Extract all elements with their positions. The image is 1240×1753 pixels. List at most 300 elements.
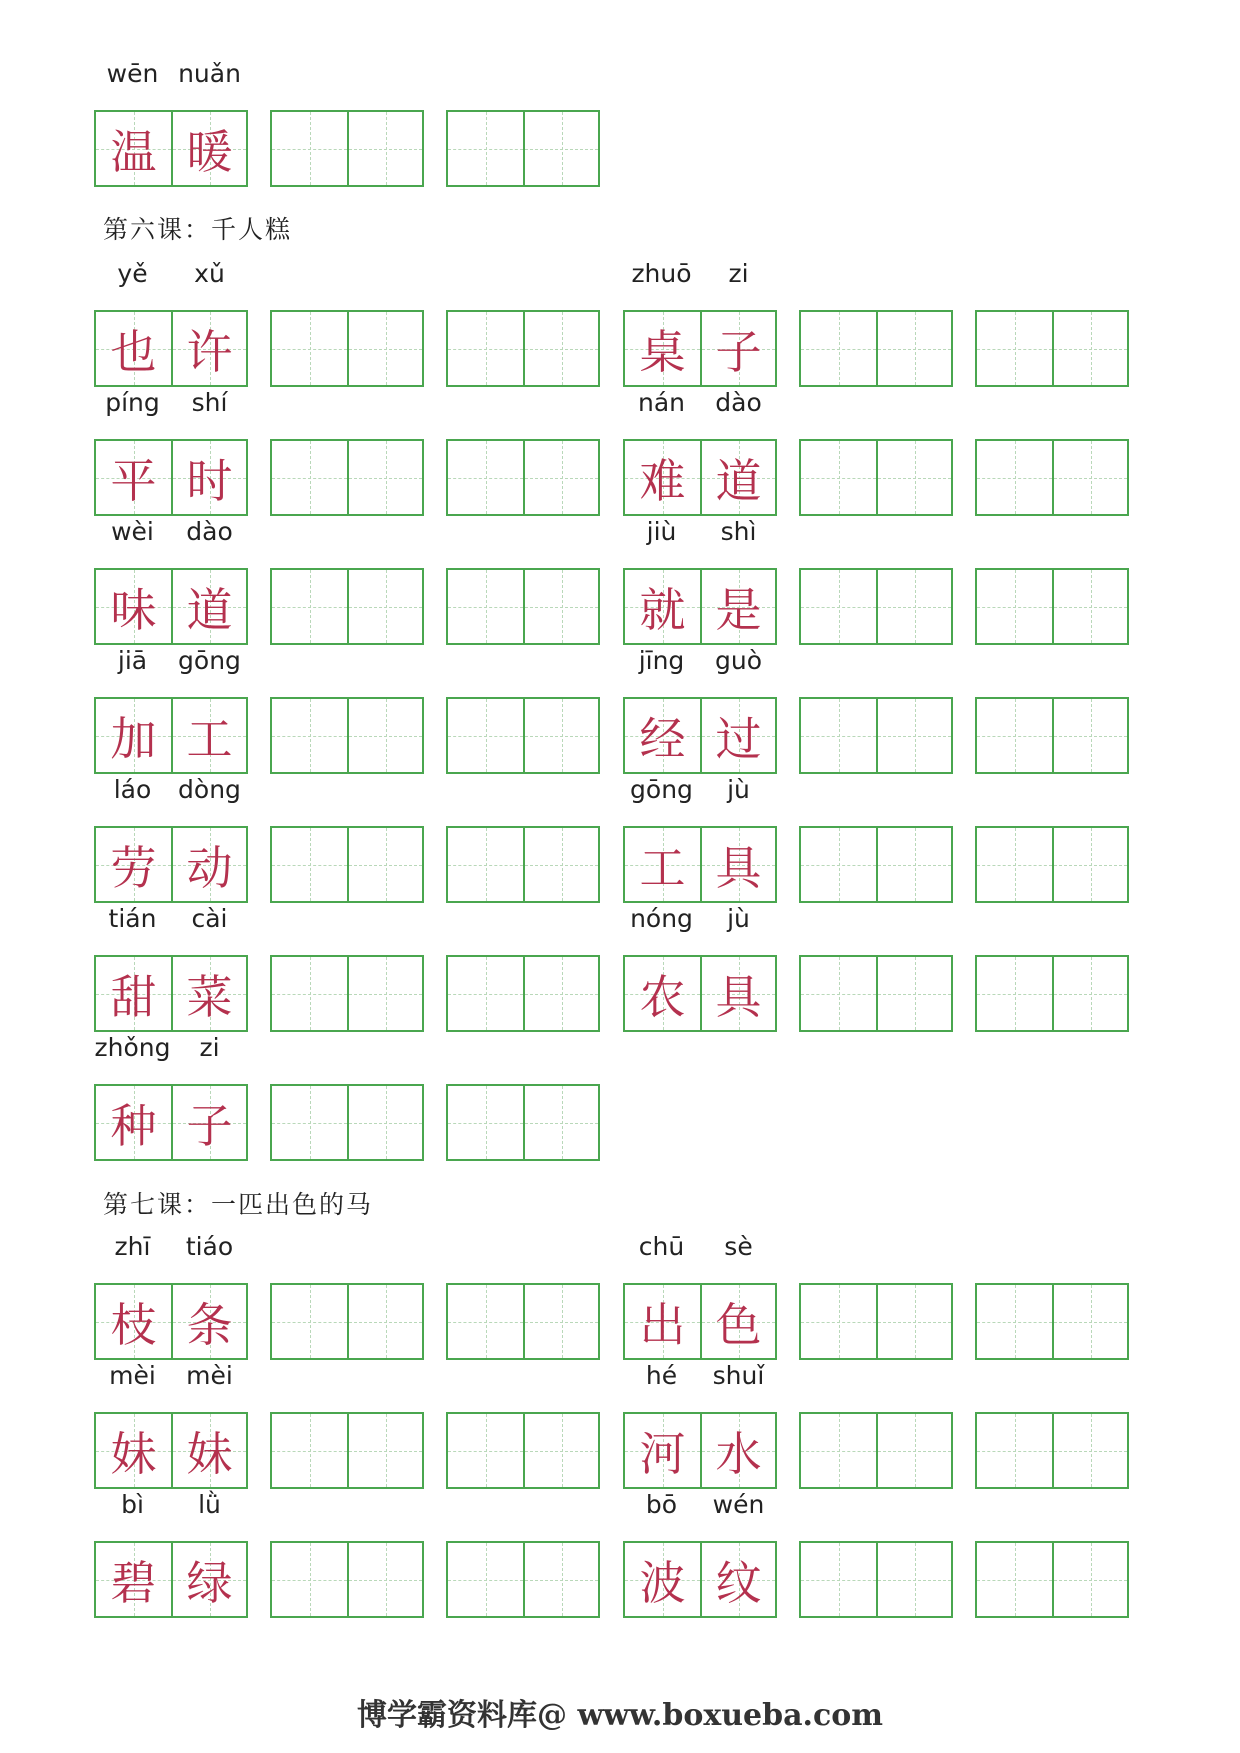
hanzi-character: 工 [186,711,233,766]
practice-grid[interactable] [270,1541,424,1618]
practice-cell[interactable] [523,1543,598,1616]
word-entry [623,1228,1153,1359]
practice-cell[interactable] [272,441,347,514]
practice-grid[interactable] [446,826,600,903]
lesson-title-6: 第六课：千人糕 [103,215,293,244]
character-cell [625,699,700,772]
pinyin-syllable: wén [712,1490,765,1519]
word-entry [623,1357,1153,1488]
character-cell [700,441,775,514]
pinyin-syllable: tiáo [185,1232,234,1261]
practice-cell[interactable] [347,1285,422,1358]
practice-cell[interactable] [876,1414,951,1487]
practice-cell[interactable] [876,1543,951,1616]
practice-cell[interactable] [1052,1285,1127,1358]
hanzi-character: 平 [110,453,157,508]
practice-cell[interactable] [876,957,951,1030]
practice-cell[interactable] [801,312,876,385]
word-entry [94,1357,624,1488]
character-cell [171,957,246,1030]
practice-cell[interactable] [272,1414,347,1487]
character-cell [700,570,775,643]
pinyin-row [94,1357,248,1393]
practice-cell[interactable] [347,1086,422,1159]
pinyin-syllable: xǔ [194,259,225,288]
character-grid [623,439,777,516]
word-entry [623,384,1153,515]
practice-cell[interactable] [876,1285,951,1358]
word-entry [94,1486,624,1617]
practice-cell[interactable] [347,828,422,901]
pinyin-row [623,513,777,549]
practice-grid[interactable] [799,310,953,387]
practice-cell[interactable] [523,570,598,643]
pinyin-syllable: jù [727,775,750,804]
pinyin-syllable: píng [105,388,160,417]
pinyin-syllable: mèi [109,1361,156,1390]
hanzi-character: 加 [110,711,157,766]
character-grid [94,568,248,645]
character-cell [700,1285,775,1358]
practice-grid[interactable] [270,1084,424,1161]
practice-cell[interactable] [977,312,1052,385]
hanzi-character: 时 [186,453,233,508]
practice-cell[interactable] [272,1543,347,1616]
pinyin-syllable: yě [117,259,148,288]
pinyin-row [94,255,248,291]
practice-cell[interactable] [977,441,1052,514]
character-cell [96,441,171,514]
pinyin-syllable: lǜ [198,1490,221,1519]
character-cell [96,1285,171,1358]
character-grid [94,310,248,387]
pinyin-syllable: wēn [106,59,159,88]
practice-cell[interactable] [801,441,876,514]
pinyin-row [623,771,777,807]
practice-cell[interactable] [1052,699,1127,772]
hanzi-character: 桌 [639,324,686,379]
hanzi-character: 也 [110,324,157,379]
character-cell [625,957,700,1030]
hanzi-character: 妹 [110,1426,157,1481]
character-cell [96,570,171,643]
practice-grid[interactable] [799,955,953,1032]
practice-cell[interactable] [448,1543,523,1616]
hanzi-character: 妹 [186,1426,233,1481]
lesson-title-7: 第七课：一匹出色的马 [103,1190,374,1219]
practice-grid[interactable] [270,439,424,516]
practice-grid[interactable] [446,697,600,774]
character-grid [94,697,248,774]
character-cell [700,699,775,772]
character-cell [171,570,246,643]
practice-cell[interactable] [272,312,347,385]
word-entry [94,771,624,902]
pinyin-syllable: bō [645,1490,678,1519]
practice-cell[interactable] [448,1285,523,1358]
practice-cell[interactable] [523,312,598,385]
practice-cell[interactable] [523,699,598,772]
hanzi-character: 水 [715,1426,762,1481]
footer-watermark: 博学霸资料库@ www.boxueba.com [357,1698,883,1733]
pinyin-syllable: dào [186,517,233,546]
practice-cell[interactable] [876,699,951,772]
pinyin-row [94,1029,248,1065]
hanzi-character: 工 [639,840,686,895]
hanzi-character: 种 [110,1098,157,1153]
hanzi-character: 难 [639,453,686,508]
pinyin-syllable: sè [724,1232,753,1261]
practice-grid[interactable] [446,310,600,387]
hanzi-character: 子 [186,1098,233,1153]
pinyin-row [623,1357,777,1393]
practice-cell[interactable] [801,1285,876,1358]
practice-grid[interactable] [446,568,600,645]
pinyin-row [94,384,248,420]
practice-grid[interactable] [446,955,600,1032]
practice-cell[interactable] [448,441,523,514]
character-cell [96,1086,171,1159]
character-cell [171,112,246,185]
character-cell [625,1543,700,1616]
practice-cell[interactable] [977,828,1052,901]
practice-grid[interactable] [270,110,424,187]
character-cell [625,828,700,901]
pinyin-syllable: nán [637,388,685,417]
practice-grid[interactable] [446,1412,600,1489]
practice-cell[interactable] [876,312,951,385]
practice-cell[interactable] [977,1414,1052,1487]
character-cell [96,1543,171,1616]
practice-cell[interactable] [1052,441,1127,514]
practice-cell[interactable] [876,570,951,643]
word-entry [94,384,624,515]
word-entry [623,255,1153,386]
word-entry [94,255,624,386]
practice-grid[interactable] [446,1283,600,1360]
practice-grid[interactable] [270,568,424,645]
practice-cell[interactable] [977,699,1052,772]
pinyin-syllable: zhǒng [94,1033,171,1062]
pinyin-syllable: zi [728,259,749,288]
character-cell [171,441,246,514]
character-grid [623,568,777,645]
pinyin-syllable: jù [727,904,750,933]
pinyin-row [623,642,777,678]
pinyin-syllable: guò [714,646,762,675]
practice-cell[interactable] [448,957,523,1030]
practice-grid[interactable] [975,1541,1129,1618]
hanzi-character: 过 [715,711,762,766]
character-cell [700,828,775,901]
practice-cell[interactable] [523,1414,598,1487]
pinyin-syllable: tián [108,904,157,933]
practice-cell[interactable] [801,957,876,1030]
practice-cell[interactable] [272,957,347,1030]
pinyin-syllable: dòng [178,775,241,804]
practice-grid[interactable] [975,439,1129,516]
hanzi-character: 道 [715,453,762,508]
hanzi-character: 绿 [186,1555,233,1610]
character-grid [94,1412,248,1489]
practice-cell[interactable] [448,828,523,901]
hanzi-character: 具 [715,969,762,1024]
character-cell [700,957,775,1030]
practice-cell[interactable] [448,570,523,643]
pinyin-row [94,513,248,549]
hanzi-character: 菜 [186,969,233,1024]
practice-cell[interactable] [876,828,951,901]
practice-cell[interactable] [523,1086,598,1159]
character-cell [625,1414,700,1487]
practice-cell[interactable] [347,112,422,185]
practice-cell[interactable] [523,112,598,185]
hanzi-character: 是 [715,582,762,637]
practice-cell[interactable] [523,441,598,514]
practice-grid[interactable] [446,439,600,516]
hanzi-character: 河 [639,1426,686,1481]
pinyin-syllable: jīng [638,646,685,675]
character-grid [623,310,777,387]
pinyin-row [94,1486,248,1522]
practice-cell[interactable] [347,312,422,385]
hanzi-character: 动 [186,840,233,895]
practice-cell[interactable] [801,1414,876,1487]
hanzi-character: 条 [186,1297,233,1352]
pinyin-row [623,255,777,291]
hanzi-character: 劳 [110,840,157,895]
practice-grid[interactable] [799,826,953,903]
pinyin-syllable: nóng [630,904,693,933]
character-grid [623,1283,777,1360]
practice-cell[interactable] [272,828,347,901]
character-cell [625,570,700,643]
hanzi-character: 许 [186,324,233,379]
practice-cell[interactable] [523,828,598,901]
pinyin-row [94,900,248,936]
pinyin-row [94,642,248,678]
pinyin-syllable: mèi [186,1361,233,1390]
hanzi-character: 就 [639,582,686,637]
practice-cell[interactable] [272,1285,347,1358]
word-entry [94,55,624,186]
practice-cell[interactable] [347,570,422,643]
character-grid [623,955,777,1032]
character-grid [94,1084,248,1161]
character-cell [700,1543,775,1616]
pinyin-row [623,1228,777,1264]
hanzi-character: 波 [639,1555,686,1610]
practice-grid[interactable] [270,1412,424,1489]
practice-cell[interactable] [801,699,876,772]
character-cell [96,957,171,1030]
pinyin-syllable: dào [715,388,762,417]
practice-grid[interactable] [975,1283,1129,1360]
pinyin-syllable: láo [113,775,152,804]
practice-cell[interactable] [272,112,347,185]
practice-grid[interactable] [799,1412,953,1489]
character-cell [171,1414,246,1487]
pinyin-syllable: nuǎn [178,59,241,88]
hanzi-character: 农 [639,969,686,1024]
word-entry [623,771,1153,902]
character-cell [171,1086,246,1159]
practice-cell[interactable] [448,1086,523,1159]
pinyin-row [623,1486,777,1522]
practice-cell[interactable] [1052,312,1127,385]
pinyin-syllable: jiù [646,517,677,546]
practice-grid[interactable] [975,1412,1129,1489]
practice-cell[interactable] [347,1543,422,1616]
practice-cell[interactable] [523,957,598,1030]
pinyin-syllable: gōng [178,646,241,675]
practice-cell[interactable] [347,957,422,1030]
word-entry [94,513,624,644]
practice-cell[interactable] [1052,570,1127,643]
character-grid [623,697,777,774]
character-cell [171,828,246,901]
character-cell [625,441,700,514]
pinyin-syllable: bì [121,1490,144,1519]
character-grid [623,1412,777,1489]
practice-grid[interactable] [446,110,600,187]
practice-cell[interactable] [347,441,422,514]
practice-cell[interactable] [448,699,523,772]
practice-grid[interactable] [975,697,1129,774]
pinyin-row [94,771,248,807]
practice-cell[interactable] [523,1285,598,1358]
character-cell [96,312,171,385]
character-grid [94,1283,248,1360]
practice-cell[interactable] [801,1543,876,1616]
practice-cell[interactable] [977,1285,1052,1358]
practice-cell[interactable] [448,1414,523,1487]
practice-grid[interactable] [799,568,953,645]
practice-cell[interactable] [347,1414,422,1487]
character-cell [625,312,700,385]
practice-grid[interactable] [270,955,424,1032]
pinyin-syllable: zhuō [631,259,692,288]
word-entry [623,1486,1153,1617]
pinyin-row [94,1228,248,1264]
character-grid [94,955,248,1032]
character-cell [96,112,171,185]
pinyin-row [94,55,248,91]
pinyin-syllable: zhī [114,1232,151,1261]
character-grid [94,1541,248,1618]
practice-grid[interactable] [975,310,1129,387]
character-cell [700,1414,775,1487]
practice-grid[interactable] [799,1541,953,1618]
pinyin-syllable: wèi [111,517,154,546]
word-entry [94,642,624,773]
practice-cell[interactable] [977,570,1052,643]
character-cell [171,699,246,772]
hanzi-character: 枝 [110,1297,157,1352]
character-grid [94,110,248,187]
practice-cell[interactable] [1052,1543,1127,1616]
practice-grid[interactable] [270,1283,424,1360]
hanzi-character: 暖 [186,124,233,179]
pinyin-syllable: shì [720,517,757,546]
pinyin-syllable: zi [199,1033,220,1062]
hanzi-character: 甜 [110,969,157,1024]
practice-grid[interactable] [799,439,953,516]
pinyin-syllable: jiā [117,646,148,675]
practice-grid[interactable] [975,568,1129,645]
hanzi-character: 味 [110,582,157,637]
practice-cell[interactable] [1052,1414,1127,1487]
practice-grid[interactable] [799,1283,953,1360]
practice-grid[interactable] [975,955,1129,1032]
character-cell [96,1414,171,1487]
hanzi-character: 纹 [715,1555,762,1610]
hanzi-character: 子 [715,324,762,379]
practice-cell[interactable] [448,312,523,385]
pinyin-syllable: gōng [630,775,693,804]
practice-grid[interactable] [270,310,424,387]
practice-grid[interactable] [270,697,424,774]
character-cell [96,699,171,772]
practice-cell[interactable] [448,112,523,185]
character-cell [171,1543,246,1616]
practice-cell[interactable] [272,1086,347,1159]
practice-cell[interactable] [801,570,876,643]
character-cell [96,828,171,901]
pinyin-row [623,900,777,936]
practice-cell[interactable] [272,699,347,772]
character-grid [94,439,248,516]
character-cell [625,1285,700,1358]
practice-cell[interactable] [1052,957,1127,1030]
practice-cell[interactable] [977,957,1052,1030]
hanzi-character: 出 [639,1297,686,1352]
practice-cell[interactable] [347,699,422,772]
character-grid [623,1541,777,1618]
hanzi-character: 碧 [110,1555,157,1610]
word-entry [94,1029,624,1160]
pinyin-syllable: hé [645,1361,678,1390]
hanzi-character: 道 [186,582,233,637]
practice-cell[interactable] [272,570,347,643]
character-cell [700,312,775,385]
hanzi-character: 色 [715,1297,762,1352]
word-entry [623,642,1153,773]
practice-cell[interactable] [1052,828,1127,901]
pinyin-syllable: cài [191,904,228,933]
practice-grid[interactable] [270,826,424,903]
practice-cell[interactable] [876,441,951,514]
practice-cell[interactable] [801,828,876,901]
character-grid [623,826,777,903]
pinyin-row [623,384,777,420]
character-cell [171,312,246,385]
hanzi-character: 具 [715,840,762,895]
practice-cell[interactable] [977,1543,1052,1616]
character-cell [171,1285,246,1358]
hanzi-character: 经 [639,711,686,766]
pinyin-syllable: chū [638,1232,685,1261]
word-entry [94,900,624,1031]
practice-grid[interactable] [446,1084,600,1161]
pinyin-syllable: shí [191,388,228,417]
practice-grid[interactable] [446,1541,600,1618]
practice-grid[interactable] [975,826,1129,903]
word-entry [623,900,1153,1031]
character-grid [94,826,248,903]
hanzi-character: 温 [110,124,157,179]
practice-grid[interactable] [799,697,953,774]
